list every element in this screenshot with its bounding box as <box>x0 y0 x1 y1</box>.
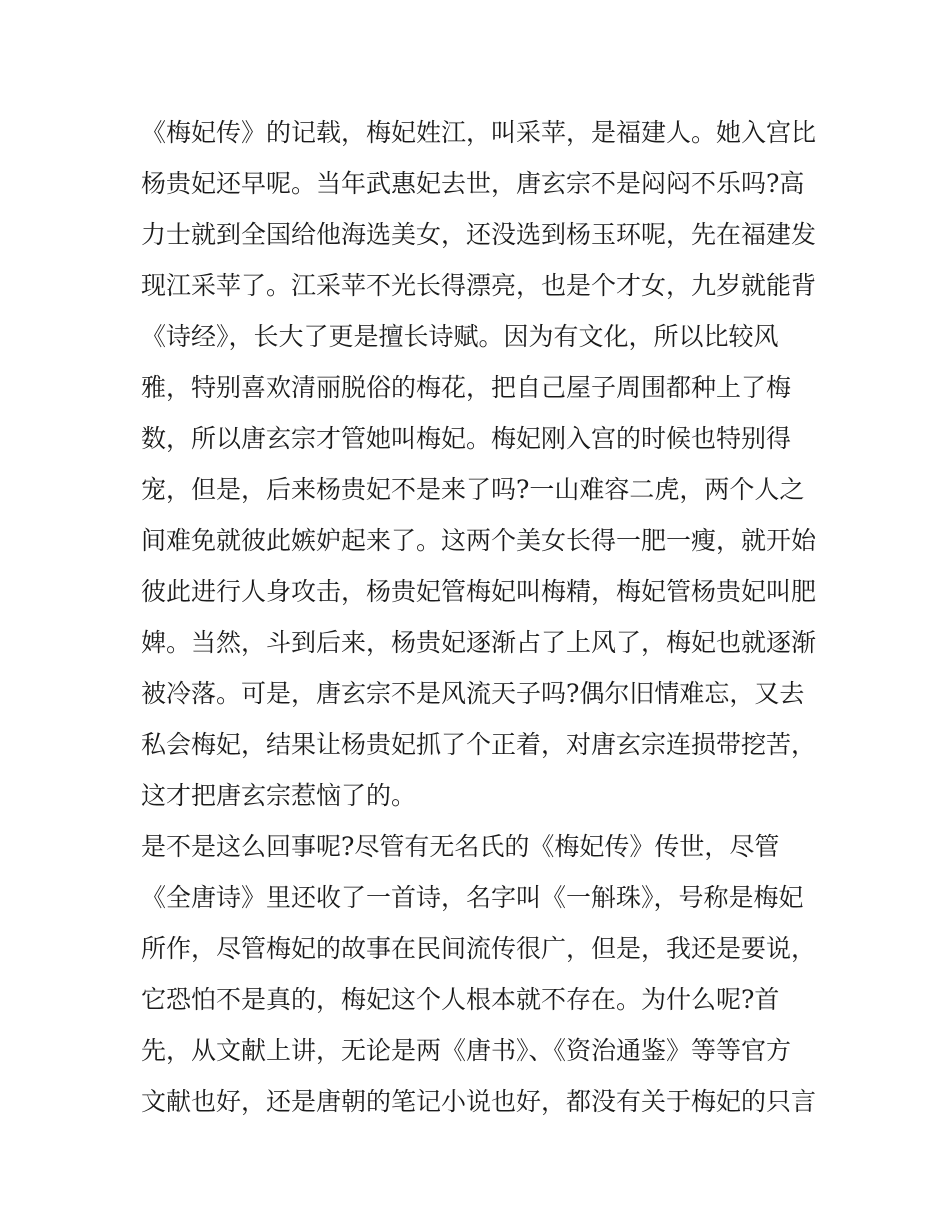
text-line: 它恐怕不是真的，梅妃这个人根本就不存在。为什么呢?首 <box>141 985 780 1014</box>
text-line: 宠，但是，后来杨贵妃不是来了吗?一山难容二虎，两个人之 <box>141 475 805 504</box>
text-line: 所作，尽管梅妃的故事在民间流传很广，但是，我还是要说， <box>141 934 817 963</box>
text-line: 是不是这么回事呢?尽管有无名氏的《梅妃传》传世，尽管 <box>141 832 780 861</box>
text-line: 《诗经》，长大了更是擅长诗赋。因为有文化，所以比较风 <box>141 322 779 351</box>
text-line: 力士就到全国给他海选美女，还没选到杨玉环呢，先在福建发 <box>141 220 817 249</box>
text-line: 文献也好，还是唐朝的笔记小说也好，都没有关于梅妃的只言 <box>141 1087 817 1116</box>
text-line: 间难免就彼此嫉妒起来了。这两个美女长得一肥一瘦，就开始 <box>141 526 817 555</box>
text-line: 彼此进行人身攻击，杨贵妃管梅妃叫梅精，梅妃管杨贵妃叫肥 <box>141 577 817 606</box>
text-line: 《全唐诗》里还收了一首诗，名字叫《一斛珠》，号称是梅妃 <box>141 883 804 912</box>
text-line: 《梅妃传》的记载，梅妃姓江，叫采苹，是福建人。她入宫比 <box>141 118 817 147</box>
text-line: 雅，特别喜欢清丽脱俗的梅花，把自己屋子周围都种上了梅 <box>141 373 792 402</box>
text-line: 杨贵妃还早呢。当年武惠妃去世，唐玄宗不是闷闷不乐吗?高 <box>141 169 805 198</box>
text-line: 被冷落。可是，唐玄宗不是风流天子吗?偶尔旧情难忘，又去 <box>141 679 805 708</box>
text-line: 私会梅妃，结果让杨贵妃抓了个正着，对唐玄宗连损带挖苦， <box>141 730 817 759</box>
body-text <box>141 107 821 1127</box>
text-line: 现江采苹了。江采苹不光长得漂亮，也是个才女，九岁就能背 <box>141 271 817 300</box>
text-line: 这才把唐玄宗惹恼了的。 <box>141 781 417 810</box>
text-line: 数，所以唐玄宗才管她叫梅妃。梅妃刚入宫的时候也特别得 <box>141 424 792 453</box>
text-line: 婢。当然，斗到后来，杨贵妃逐渐占了上风了，梅妃也就逐渐 <box>141 628 817 657</box>
text-line: 先，从文献上讲，无论是两《唐书》、《资治通鉴》等等官方 <box>141 1036 792 1065</box>
